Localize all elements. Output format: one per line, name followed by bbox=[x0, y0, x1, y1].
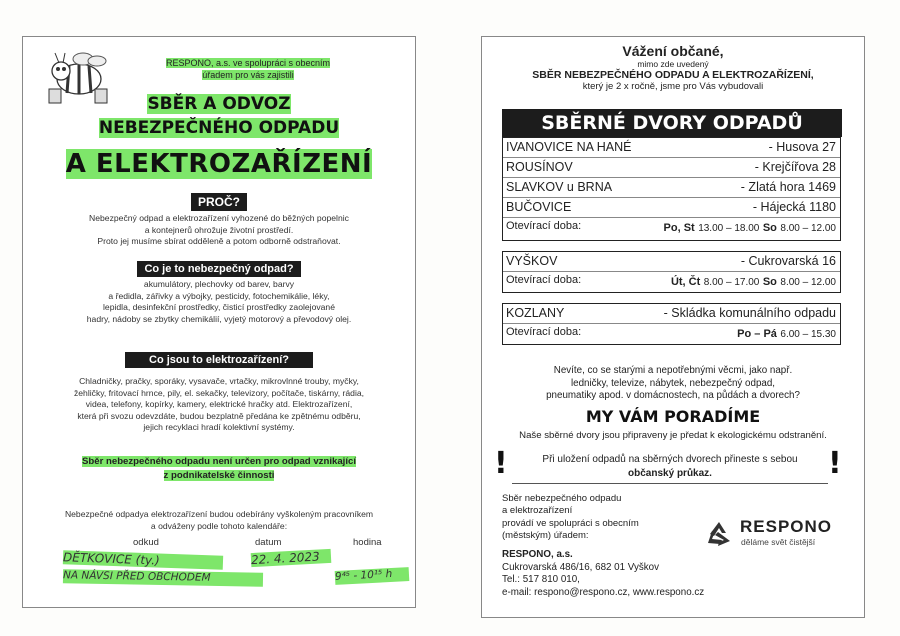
schedule-line-1: Nebezpečné odpadya elektrozařízení budou odebírány vyškoleným pracovníkem bbox=[64, 509, 374, 519]
why-text-line: a kontejnerů ohrožuje životní prostředí. bbox=[144, 224, 294, 235]
id-notice-line-1: Při uložení odpadů na sběrných dvorech přineste s sebou bbox=[542, 454, 798, 465]
right-leaflet bbox=[481, 36, 865, 618]
yard-row bbox=[503, 138, 840, 158]
yard-row bbox=[503, 178, 840, 198]
hazard-text-line: hadry, nádoby se zbytky chemikálií, vyjetý motorový a převodový olej. bbox=[86, 313, 352, 324]
question-line: ledničky, televize, nábytek, nebezpečný odpad, bbox=[570, 377, 776, 389]
hours-time: 6.00 – 15.30 bbox=[780, 329, 836, 340]
hours-time: 13.00 – 18.00 bbox=[698, 223, 760, 234]
hours-label: Otevírací doba: bbox=[506, 326, 582, 338]
col-hodina: hodina bbox=[353, 537, 382, 548]
yard-row bbox=[503, 158, 840, 178]
why-text-line: Proto jej musíme sbírat odděleně a potom odborně odstraňovat. bbox=[97, 236, 341, 247]
collection-yards-banner: SBĚRNÉ DVORY ODPADŮ bbox=[502, 109, 842, 137]
company-email[interactable]: e-mail: respono@respono.cz, www.respono.cz bbox=[502, 586, 705, 598]
yard-place: ROUSÍNOV bbox=[506, 160, 573, 174]
electro-text-line: videa, telefony, kopírky, kamery, elektrické hračky atd. Elektrozařízení, bbox=[85, 399, 353, 410]
hazard-text-line: lepidla, desinfekční prostředky, čisticí prostředky zaolejované bbox=[103, 302, 335, 313]
left-leaflet bbox=[22, 36, 416, 608]
schedule-line-2: a odváženy podle tohoto kalendáře: bbox=[150, 520, 288, 531]
greeting-sub-2: SBĚR NEBEZPEČNÉHO ODPADU A ELEKTROZAŘÍZENÍ, bbox=[532, 69, 814, 81]
hours-days: Po – Pá bbox=[737, 328, 777, 340]
hours-days: Út, Čt bbox=[670, 276, 701, 288]
col-odkud: odkud bbox=[133, 537, 159, 548]
why-section bbox=[23, 193, 415, 248]
hazard-text-line: akumulátory, plechovky od barev, barvy bbox=[143, 279, 295, 289]
logo-tagline: děláme svět čistější bbox=[741, 537, 816, 547]
hours-days: So bbox=[762, 276, 777, 288]
yard-place: IVANOVICE NA HANÉ bbox=[506, 140, 632, 154]
id-notice-line-2: občanský průkaz. bbox=[628, 468, 712, 479]
question-line: pneumatiky apod. v domácnostech, na půdách a dvorech? bbox=[546, 390, 800, 401]
recycle-logo-icon bbox=[704, 519, 734, 549]
hazard-section bbox=[23, 259, 415, 325]
yards-group-3 bbox=[502, 303, 841, 345]
hazard-label: Co je to nebezpečný odpad? bbox=[137, 261, 300, 277]
yards-group-1 bbox=[502, 137, 841, 241]
intro-text bbox=[123, 57, 373, 81]
yard-address: - Cukrovarská 16 bbox=[740, 254, 836, 268]
yard-row bbox=[503, 198, 840, 218]
company-address: Cukrovarská 486/16, 682 01 Vyškov bbox=[502, 561, 660, 573]
yards-group-2 bbox=[502, 251, 841, 293]
yard-address: - Hájecká 1180 bbox=[752, 200, 836, 214]
hours-time: 8.00 – 17.00 bbox=[703, 277, 760, 288]
title-line-2: NEBEZPEČNÉHO ODPADU bbox=[98, 118, 340, 138]
title-line-3: A ELEKTROZAŘÍZENÍ bbox=[65, 149, 373, 179]
why-text-line: Nebezpečný odpad a elektrozařízení vyhozené do běžných popelnic bbox=[89, 213, 349, 223]
footer-line: (městským) úřadem: bbox=[502, 530, 589, 542]
logo-name: RESPONO bbox=[740, 517, 833, 536]
business-line-2: z podnikatelské činnosti bbox=[163, 470, 275, 481]
hours-label: Otevírací doba: bbox=[506, 274, 582, 286]
hours-label: Otevírací doba: bbox=[506, 220, 582, 232]
footer-line: a elektrozařízení bbox=[502, 505, 573, 517]
electro-label: Co jsou to elektrozařízení? bbox=[125, 352, 313, 368]
greeting: Vážení občané, bbox=[622, 43, 724, 59]
yard-place: KOZLANY bbox=[506, 306, 565, 320]
hours-value bbox=[671, 274, 836, 288]
divider bbox=[512, 483, 828, 484]
exclamation-icon: ! bbox=[828, 446, 842, 481]
yard-address: - Zlatá hora 1469 bbox=[740, 180, 836, 194]
yard-row bbox=[503, 252, 840, 272]
why-label: PROČ? bbox=[191, 193, 247, 211]
hours-value bbox=[737, 326, 836, 340]
handwritten-date: 22. 4. 2023 bbox=[251, 549, 332, 567]
company-name: RESPONO, a.s. bbox=[502, 549, 573, 560]
question-text bbox=[482, 365, 864, 403]
hours-value bbox=[664, 220, 836, 234]
yard-address: - Husova 27 bbox=[768, 140, 836, 154]
ready-text: Naše sběrné dvory jsou připraveny je předat k ekologickému odstranění. bbox=[519, 430, 827, 441]
electro-text-line: Chladničky, pračky, sporáky, vysavače, vrtačky, mikrovlnné trouby, myčky, bbox=[79, 376, 359, 386]
yard-address: - Krejčířova 28 bbox=[754, 160, 836, 174]
intro-line-2: úřadem pro vás zajistili bbox=[202, 70, 294, 80]
yard-address: - Skládka komunálního odpadu bbox=[663, 306, 836, 320]
yard-place: BUČOVICE bbox=[506, 200, 572, 214]
greeting-sub-1: mimo zde uvedený bbox=[637, 59, 709, 69]
electro-text-line: jejich recyklaci hradí kolektivní systémy. bbox=[143, 422, 295, 433]
greeting-sub-3: který je 2 x ročně, jsme pro Vás vybudovali bbox=[582, 81, 764, 92]
handwritten-place-2: NA NÁVSI PŘED OBCHODEM bbox=[63, 569, 263, 586]
yard-place: VYŠKOV bbox=[506, 254, 558, 268]
footer-line: provádí ve spolupráci s obecním bbox=[502, 517, 639, 529]
exclamation-icon: ! bbox=[494, 446, 508, 481]
yard-row bbox=[503, 304, 840, 324]
business-line-1: Sběr nebezpečného odpadu není určen pro odpad vznikající bbox=[82, 456, 356, 467]
footer-line: Sběr nebezpečného odpadu bbox=[502, 493, 622, 504]
handwritten-place-1: DĚTKOVICE (ty.) bbox=[63, 550, 223, 570]
hours-days: So bbox=[762, 222, 777, 234]
hazard-text-line: a ředidla, zářivky a výbojky, pesticidy, fotochemikálie, léky, bbox=[108, 290, 330, 301]
handwritten-time: 9⁴⁵ - 10¹⁵ h bbox=[335, 567, 410, 585]
advise-heading: MY VÁM PORADÍME bbox=[585, 407, 761, 426]
title-block bbox=[63, 92, 375, 140]
main-title bbox=[31, 147, 407, 181]
title-line-1: SBĚR A ODVOZ bbox=[147, 94, 291, 114]
company-phone: Tel.: 517 810 010, bbox=[502, 574, 580, 586]
why-text bbox=[23, 213, 415, 248]
hazard-text bbox=[23, 279, 415, 325]
electro-text bbox=[23, 376, 415, 434]
hours-row bbox=[503, 324, 840, 343]
business-note bbox=[23, 455, 415, 483]
electro-text-line: která při svozu odevzdáte, budou bezplatně předána ke zpětnému odběru, bbox=[77, 410, 361, 421]
col-datum: datum bbox=[255, 537, 282, 548]
intro-line-1: RESPONO, a.s. ve spolupráci s obecním bbox=[165, 58, 331, 68]
hours-time: 8.00 – 12.00 bbox=[780, 223, 836, 234]
electro-text-line: žehličky, fritovací hrnce, pily, el. sekačky, televizory, počítače, tiskárny, rádia, bbox=[73, 387, 365, 398]
company-contact bbox=[502, 549, 852, 599]
hours-time: 8.00 – 12.00 bbox=[780, 277, 836, 288]
greeting-block bbox=[482, 43, 864, 92]
electro-section bbox=[23, 350, 415, 434]
hours-row bbox=[503, 272, 840, 291]
yard-place: SLAVKOV u BRNA bbox=[506, 180, 613, 194]
id-notice bbox=[512, 453, 828, 481]
footer-text bbox=[502, 493, 702, 543]
question-line: Nevíte, co se starými a nepotřebnými věcmi, jako např. bbox=[553, 365, 793, 376]
hours-days: Po, St bbox=[663, 222, 695, 234]
schedule-text bbox=[23, 509, 415, 532]
hours-row bbox=[503, 218, 840, 237]
schedule-header bbox=[23, 537, 415, 549]
